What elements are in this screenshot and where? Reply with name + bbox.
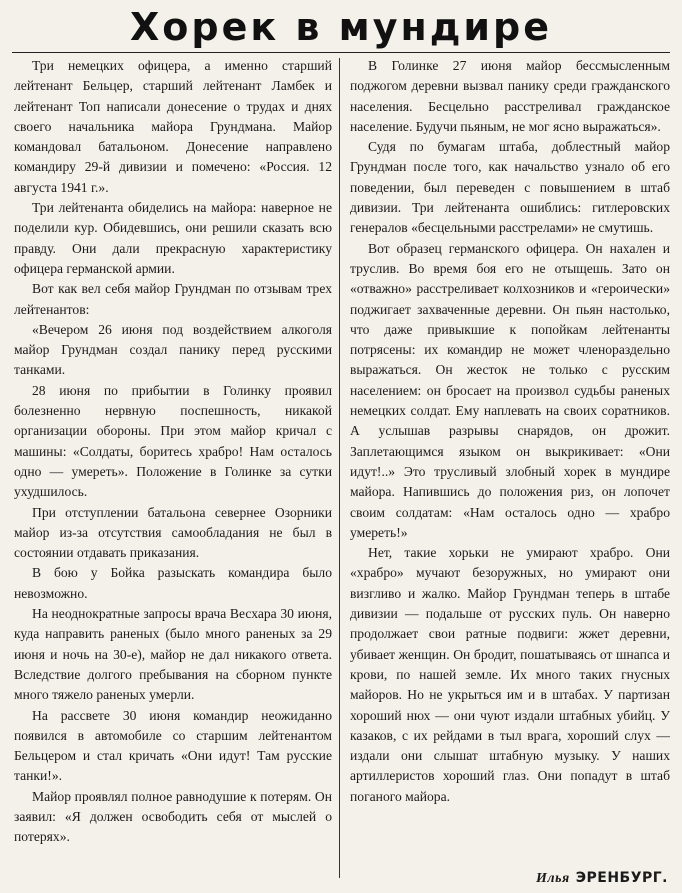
paragraph: Вот как вел себя майор Грундман по отзывам трех лейтенантов: — [14, 281, 332, 317]
column-divider — [339, 58, 340, 878]
paragraph: Нет, такие хорьки не умирают храбро. Они «храбро» мучают безоружных, но умирают они визгливо и жалко. Майор Грундман теперь в штабе дивизии — подальше от русских пуль. Он наверно продолжает свои ратные подвиги: жжет деревни, убивает женщин. Он бродит, пошатываясь от шнапса и крови, по нашей земле. Их много таких гнусных майоров. Но не укрыться им и в штабах. У партизан хороший нюх — они чуют издали штабных убийц. У казаков, с их рейдами в тыл врага, хороший слух — издали они слышат штабную музыку. У наших артиллеристов хороший глаз. Они попадут в штаб поганого майора. — [350, 545, 670, 804]
paragraph: Вот образец германского офицера. Он нахален и труслив. Во время боя его не отыщешь. Зато он «отважно» расстреливает колхозников и «героически» поджигает захваченные деревни. Он пьян настолько, что даже привыкшие к попойкам лейтенанты потрясены: их командир не может членораздельно выражаться. Он жесток не только с русским населением: он бросает на произвол судьбы раненых немецких солдат. Ему наплевать на своих соратников. А услышав разрывы снарядов, он дрожит. Заплетающимся языком он выкрикивает: «Они идут!..» Это трусливый злобный хорек в мундире майора. Напившись до положения риз, он лопочет своим солдатам: «Нам осталось одно — храбро умереть!» — [350, 240, 670, 540]
author-signature — [536, 870, 668, 887]
paragraph: Майор проявлял полное равнодушие к потерям. Он заявил: «Я должен освободить себя от мыслей о потерях». — [14, 788, 332, 845]
headline-rule — [12, 52, 670, 53]
right-column — [350, 56, 670, 807]
left-column — [14, 56, 332, 848]
paragraph: Три немецких офицера, а именно старший лейтенант Бельцер, старший лейтенант Ламбек и лейтенант Топ написали донесение о трудах и днях своего начальника майора Грундмана. Майор командовал батальоном. Донесение направлено командиру 29-й дивизии и помечено: «Россия. 12 августа 1941 г.». — [14, 58, 332, 195]
paragraph: 28 июня по прибытии в Голинку проявил болезненно нервную поспешность, никакой организации обороны. При этом майор кричал с машины: «Солдаты, боритесь храбро! Нам осталось одно — умереть». Положение в Голинке за сутки ухудшилось. — [14, 382, 332, 500]
paragraph: В Голинке 27 июня майор бессмысленным поджогом деревни вызвал панику среди гражданского населения. Бесцельно расстреливал гражданское население. Будучи пьяным, не мог ясно выражаться». — [350, 58, 670, 134]
author-first-name: Илья — [536, 871, 570, 886]
paragraph: Судя по бумагам штаба, доблестный майор Грундман после того, как начальство узнало об его поведении, был переведен с повышением в штаб дивизии. Три лейтенанта ошиблись: гитлеровских генералов «бесцельными расстрелами» не смутишь. — [350, 139, 670, 236]
paragraph: На неоднократные запросы врача Весхара 30 июня, куда направить раненых (было много раненых за 29 июня и ночь на 30-е), майор не дал никакого ответа. Вследствие долгого пребывания на сборном пункте много тяжело раненых умерли. — [14, 606, 332, 703]
paragraph: Три лейтенанта обиделись на майора: наверное не поделили кур. Обидевшись, они решили сказать всю правду. Они дали прекрасную характеристику офицера германской армии. — [14, 200, 332, 276]
paragraph: В бою у Бойка разыскать командира было невозможно. — [14, 565, 332, 601]
paragraph: «Вечером 26 июня под воздействием алкоголя майор Грундман создал панику перед русскими танками. — [14, 321, 332, 378]
article-headline: Хорек в мундире — [129, 5, 553, 49]
paragraph: На рассвете 30 июня командир неожиданно появился в автомобиле со старшим лейтенантом Бельцером и стал кричать «Они идут! Там русские танки!». — [14, 707, 332, 784]
author-last-name: ЭРЕНБУРГ. — [575, 870, 668, 886]
paragraph: При отступлении батальона севернее Озорники майор из-за отсутствия самообладания не был в состоянии отдавать приказания. — [14, 504, 332, 561]
